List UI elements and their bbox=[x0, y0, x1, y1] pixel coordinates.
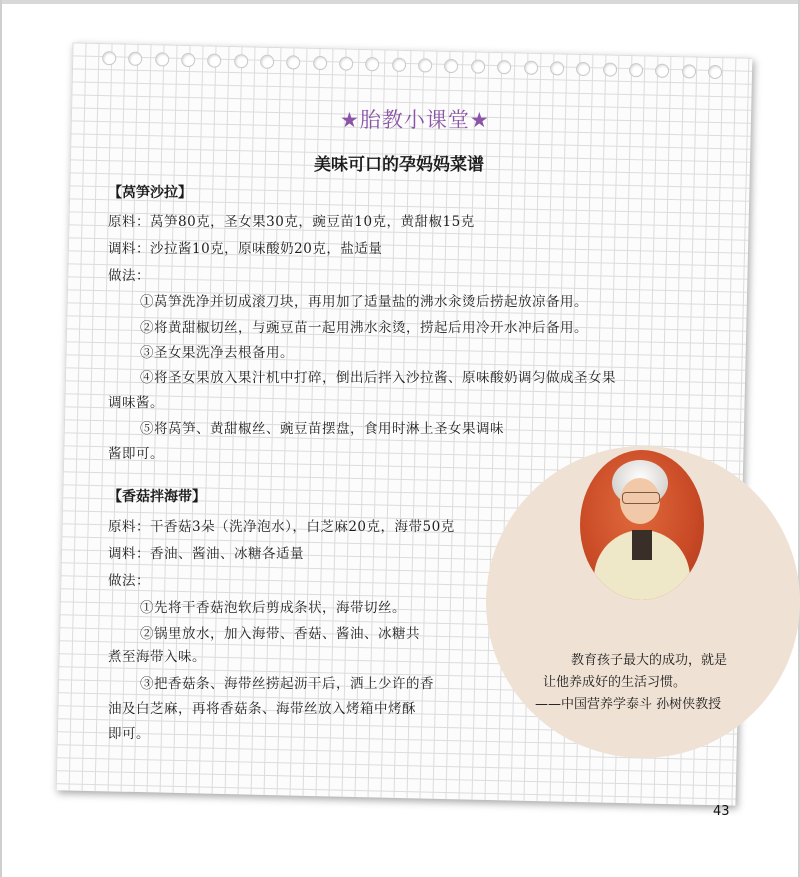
binder-hole bbox=[313, 56, 327, 70]
recipe-step-continued: 煮至海带入味。 bbox=[108, 649, 206, 665]
binder-hole bbox=[155, 52, 169, 66]
section-title: ★胎教小课堂★ bbox=[340, 108, 490, 132]
binder-hole bbox=[655, 64, 669, 78]
recipe-step: ②将黄甜椒切丝，与豌豆苗一起用沸水汆烫，捞起后用冷开水冲后备用。 bbox=[140, 320, 588, 336]
binder-hole bbox=[286, 55, 300, 69]
binder-hole bbox=[576, 62, 590, 76]
binder-hole bbox=[181, 53, 195, 67]
recipe-title: 【莴笋沙拉】 bbox=[108, 185, 192, 201]
binder-hole bbox=[418, 58, 432, 72]
quote-line: 教育孩子最大的成功，就是 bbox=[571, 653, 728, 668]
portrait-glasses bbox=[622, 492, 660, 504]
recipe-ingredients: 原料：干香菇3朵（洗净泡水），白芝麻20克，海带50克 bbox=[108, 519, 455, 535]
recipe-step-continued: 酱即可。 bbox=[108, 446, 164, 462]
portrait-collar bbox=[632, 530, 652, 560]
recipe-step-continued: 油及白芝麻，再将香菇条、海带丝放入烤箱中烤酥 bbox=[108, 701, 416, 717]
recipe-step: ④将圣女果放入果汁机中打碎，倒出后拌入沙拉酱、原味酸奶调匀做成圣女果 bbox=[140, 370, 616, 386]
binder-hole bbox=[497, 60, 511, 74]
page-number: 43 bbox=[713, 804, 730, 819]
recipe-step-continued: 调味酱。 bbox=[108, 395, 164, 411]
binder-holes bbox=[102, 51, 722, 79]
binder-hole bbox=[207, 53, 221, 67]
binder-hole bbox=[523, 61, 537, 75]
recipe-step: ①莴笋洗净并切成滚刀块，再用加了适量盐的沸水汆烫后捞起放凉备用。 bbox=[140, 294, 588, 310]
recipe-step-continued: 即可。 bbox=[108, 726, 150, 742]
portrait-photo bbox=[580, 450, 704, 600]
recipe-step: ①先将干香菇泡软后剪成条状，海带切丝。 bbox=[140, 600, 406, 616]
recipe-title: 【香菇拌海带】 bbox=[108, 489, 206, 505]
binder-hole bbox=[708, 65, 722, 79]
binder-hole bbox=[234, 54, 248, 68]
binder-hole bbox=[471, 59, 485, 73]
binder-hole bbox=[629, 63, 643, 77]
recipe-step: ②锅里放水，加入海带、香菇、酱油、冰糖共 bbox=[140, 626, 420, 642]
binder-hole bbox=[681, 64, 695, 78]
recipe-step: ⑤将莴笋、黄甜椒丝、豌豆苗摆盘，食用时淋上圣女果调味 bbox=[140, 421, 504, 437]
binder-hole bbox=[128, 52, 142, 66]
method-label: 做法： bbox=[108, 268, 150, 284]
page-border-top bbox=[0, 0, 800, 4]
recipe-step: ③圣女果洗净去根备用。 bbox=[140, 345, 294, 361]
recipe-seasoning: 调料：香油、酱油、冰糖各适量 bbox=[108, 546, 304, 562]
method-label: 做法： bbox=[108, 573, 150, 589]
binder-hole bbox=[339, 56, 353, 70]
page-border-left bbox=[0, 0, 2, 877]
quote-author: ——中国营养学泰斗 孙树侠教授 bbox=[535, 697, 722, 712]
recipe-ingredients: 原料：莴笋80克，圣女果30克，豌豆苗10克，黄甜椒15克 bbox=[108, 214, 475, 230]
quote-line: 让他养成好的生活习惯。 bbox=[543, 675, 687, 690]
recipe-step: ③把香菇条、海带丝捞起沥干后，洒上少许的香 bbox=[140, 676, 434, 692]
binder-hole bbox=[444, 59, 458, 73]
binder-hole bbox=[602, 62, 616, 76]
page-title: 美味可口的孕妈妈菜谱 bbox=[314, 155, 484, 175]
binder-hole bbox=[260, 55, 274, 69]
binder-hole bbox=[102, 51, 116, 65]
binder-hole bbox=[365, 57, 379, 71]
binder-hole bbox=[550, 61, 564, 75]
binder-hole bbox=[392, 58, 406, 72]
recipe-seasoning: 调料：沙拉酱10克，原味酸奶20克，盐适量 bbox=[108, 241, 383, 257]
